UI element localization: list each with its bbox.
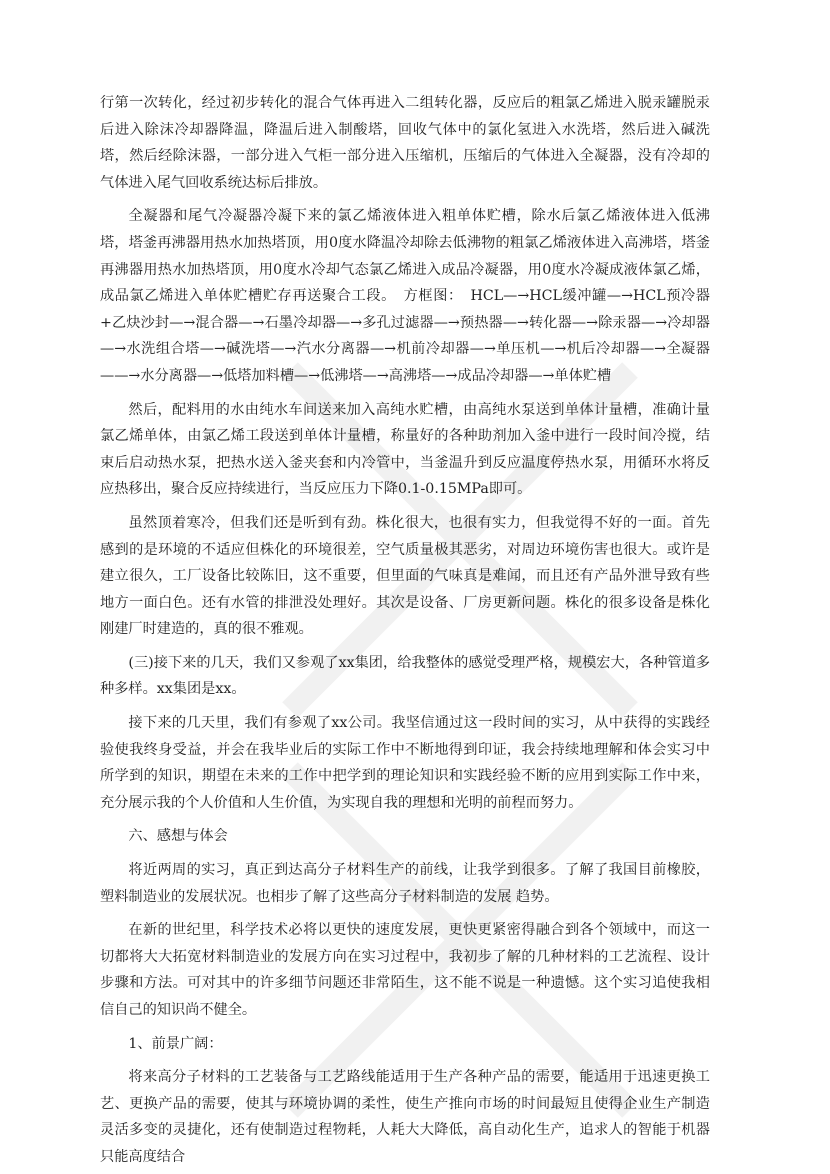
paragraph: 将近两周的实习，真正到达高分子材料生产的前线，让我学到很多。了解了我国目前橡胶，塑料制造业的发展状况。也相步了解了这些高分子材料制造的发展 趋势。 (100, 862, 710, 905)
paragraph: 行第一次转化，经过初步转化的混合气体再进入二组转化器，反应后的粗氯乙烯进入脱汞罐脱汞后进入除沫冷却器降温，降温后进入制酸塔，回收气体中的氯化氢进入水洗塔，然后进入碱洗塔，然后经除沫器，一部分进入气柜一部分进入压缩机，压缩后的气体进入全凝器，没有冷却的气体进入尾气回收系统达标后排放。 (100, 95, 710, 191)
paragraph: 虽然顶着寒冷，但我们还是听到有劲。株化很大，也很有实力，但我觉得不好的一面。首先感到的是环境的不适应但株化的环境很差，空气质量极其恶劣，对周边环境伤害也很大。或许是建立很久，工厂设备比较陈旧，这不重要，但里面的气味真是难闻，而且还有产品外泄导致有些地方一面白色。还有水管的排泄没处理好。其次是设备、厂房更新问题。株化的很多设备是株化刚建厂时建造的，真的很不雅观。 (100, 514, 710, 638)
paragraph: 将来高分子材料的工艺装备与工艺路线能适用于生产各种产品的需要，能适用于迅速更换工艺、更换产品的需要，使其与环境协调的柔性，使生产推向市场的时间最短且使得企业生产制造灵活多变的灵捷化，还有使制造过程物耗，人耗大大降低，高自动化生产，追求人的智能于机器只能高度结合 (100, 1069, 710, 1165)
paragraph: 全凝器和尾气冷凝器冷凝下来的氯乙烯液体进入粗单体贮槽，除水后氯乙烯液体进入低沸塔，塔釜再沸器用热水加热塔顶，用0度水降温冷却除去低沸物的粗氯乙烯液体进入高沸塔，塔釜再沸器用热水加热塔顶，用0度水冷却气态氯乙烯进入成品冷凝器，用0度水冷凝成液体氯乙烯，成品氯乙烯进入单体贮槽贮存再送聚合工段。 方框图： HCL—→HCL缓冲罐—→HCL预冷器+乙炔沙封—→混合器—→石墨冷却器—→多孔过滤器—→预热器—→转化器—→除汞器—→冷却器—→水洗组合塔—→碱洗塔—→汽水分离器—→机前冷却器—→单压机—→机后冷却器—→全凝器——→水分离器—→低塔加料槽—→低沸塔—→高沸塔—→成品冷却器—→单体贮槽 (100, 208, 710, 384)
paragraph: 接下来的几天里，我们有参观了xx公司。我坚信通过这一段时间的实习，从中获得的实践经验使我终身受益，并会在我毕业后的实际工作中不断地得到印证，我会持续地理解和体会实习中所学到的知识，期望在未来的工作中把学到的理论知识和实践经验不断的应用到实际工作中来，充分展示我的个人价值和人生价值，为实现自我的理想和光明的前程而努力。 (100, 715, 710, 811)
paragraph: 在新的世纪里，科学技术必将以更快的速度发展，更快更紧密得融合到各个领域中，而这一切都将大大拓宽材料制造业的发展方向在实习过程中，我初步了解的几种材料的工艺流程、设计步骤和方法。可对其中的许多细节问题还非常陌生，这不能不说是一种遗憾。这个实习追使我相信自己的知识尚不健全。 (100, 922, 710, 1018)
subsection-heading: 1、前景广阔： (128, 1035, 223, 1052)
section-heading: 六、感想与体会 (128, 828, 228, 845)
paragraph: (三)接下来的几天，我们又参观了xx集团，给我整体的感觉受理严格，规模宏大，各种管道多种多样。xx集团是xx。 (100, 654, 710, 698)
paragraph: 然后，配料用的水由纯水车间送来加入高纯水贮槽，由高纯水泵送到单体计量槽，准确计量氯乙烯单体，由氯乙烯工段送到单体计量槽，称量好的各种助剂加入釜中进行一段时间冷搅，结束后启动热水泵，把热水送入釜夹套和内冷管中，当釜温升到反应温度停热水泵，用循环水将反应热移出，聚合反应持续进行，当反应压力下降0.1-0.15MPa即可。 (100, 401, 710, 498)
document-body (100, 90, 710, 1174)
